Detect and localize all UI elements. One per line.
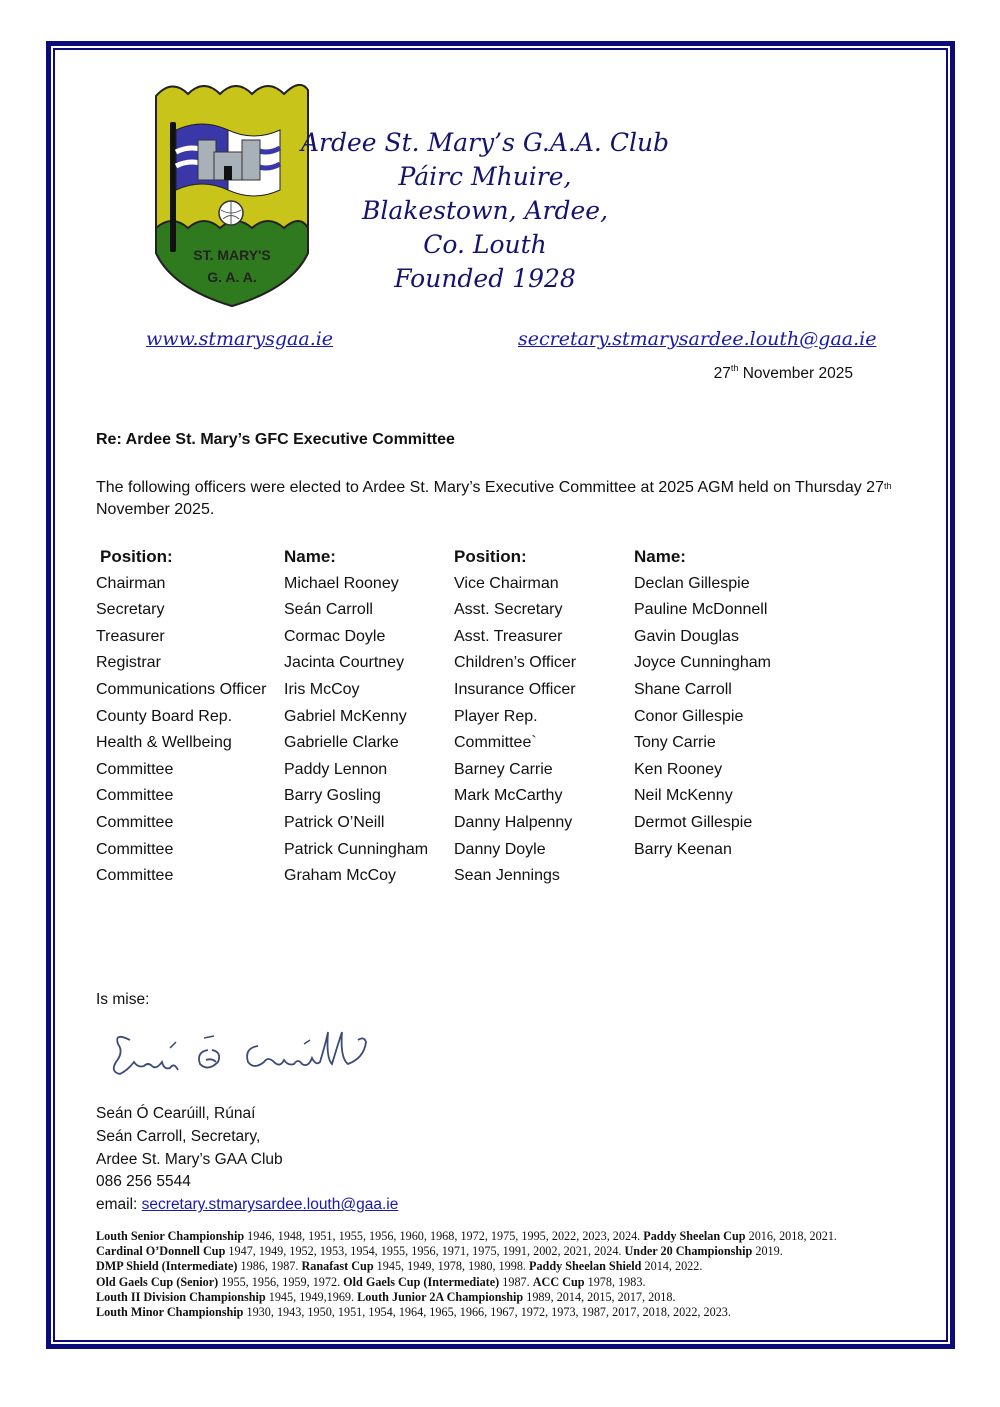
honour-years: 1986, 1987. xyxy=(237,1259,302,1274)
crest-text-top: ST. MARY'S xyxy=(193,247,271,263)
officer-name-left: Gabrielle Clarke xyxy=(284,734,399,752)
officer-position-right: Vice Chairman xyxy=(454,574,559,592)
signature-image xyxy=(108,1022,378,1084)
email-label: email: xyxy=(96,1196,142,1214)
officer-position-right: Insurance Officer xyxy=(454,680,576,698)
honour-title: Old Gaels Cup (Intermediate) xyxy=(343,1274,500,1289)
subject-line: Re: Ardee St. Mary’s GFC Executive Committee xyxy=(96,431,455,448)
header-position-1: Position: xyxy=(100,547,173,566)
officer-name-left: Paddy Lennon xyxy=(284,760,388,778)
honour-years: 1945, 1949, 1978, 1980, 1998. xyxy=(373,1259,530,1274)
honour-title: Louth II Division Championship xyxy=(96,1289,266,1304)
officer-position-right: Asst. Treasurer xyxy=(454,627,563,645)
honour-title: Louth Senior Championship xyxy=(96,1229,245,1243)
email-link[interactable]: secretary.stmarysardee.louth@gaa.ie xyxy=(518,328,877,350)
signatory-irish-name: Seán Ó Cearúill, Rúnaí xyxy=(96,1105,256,1122)
honour-years: 1930, 1943, 1950, 1951, 1954, 1964, 1965, 1966, 1967, 1972, 1973, 1987, 2017, 2018, 2022, 2023. xyxy=(243,1305,731,1320)
officer-position-left: Secretary xyxy=(96,601,165,619)
officer-name-left: Gabriel McKenny xyxy=(284,707,407,725)
officer-position-left: Registrar xyxy=(96,654,161,672)
officer-name-left: Seán Carroll xyxy=(284,601,373,619)
honour-years: 2016, 2018, 2021. xyxy=(745,1229,837,1243)
officer-name-right: Ken Rooney xyxy=(634,760,723,778)
club-name-footer: Ardee St. Mary’s GAA Club xyxy=(96,1150,283,1168)
officer-position-right: Asst. Secretary xyxy=(454,601,563,619)
email-line xyxy=(96,1194,398,1217)
honour-title: Louth Junior 2A Championship xyxy=(357,1289,524,1304)
date-suffix: th xyxy=(730,363,739,373)
signoff-email-link[interactable]: secretary.stmarysardee.louth@gaa.ie xyxy=(141,1196,399,1214)
officer-name-right: Joyce Cunningham xyxy=(634,654,771,672)
date-day: 27 xyxy=(713,365,731,382)
officer-position-right: Danny Doyle xyxy=(454,840,546,858)
honours-line xyxy=(96,1290,837,1305)
officer-position-left: Committee xyxy=(96,787,174,805)
officer-position-right: Children’s Officer xyxy=(454,654,577,672)
date-month-year: November 2025 xyxy=(738,365,853,382)
website-link[interactable]: www.stmarysgaa.ie xyxy=(146,328,334,350)
honour-years: 2014, 2022. xyxy=(641,1259,703,1274)
officer-position-right: Mark McCarthy xyxy=(454,787,563,805)
officer-name-left: Barry Gosling xyxy=(284,787,381,805)
officer-name-left: Cormac Doyle xyxy=(284,627,386,645)
honour-title: Cardinal O’Donnell Cup xyxy=(96,1244,226,1259)
officer-position-left: Committee xyxy=(96,813,174,831)
address-line-1: Páirc Mhuire, xyxy=(398,162,572,191)
officer-position-left: Chairman xyxy=(96,574,166,592)
honours-line xyxy=(96,1275,837,1290)
header-name-1: Name: xyxy=(284,547,336,566)
officer-position-left: Committee xyxy=(96,867,174,885)
officer-position-right: Danny Halpenny xyxy=(454,813,573,831)
honours-line xyxy=(96,1305,837,1320)
honours-line xyxy=(96,1229,837,1244)
sign-off-greeting: Is mise: xyxy=(96,991,150,1008)
honour-title: Old Gaels Cup (Senior) xyxy=(96,1274,219,1289)
honours-line xyxy=(96,1259,837,1274)
officer-position-left: Treasurer xyxy=(96,627,165,645)
honour-years: 1955, 1956, 1959, 1972. xyxy=(218,1274,344,1289)
letter-date xyxy=(714,365,853,383)
officer-name-right: Declan Gillespie xyxy=(634,574,750,592)
officer-name-right: Tony Carrie xyxy=(634,734,716,752)
honour-title: DMP Shield (Intermediate) xyxy=(96,1259,238,1274)
founded-line: Founded 1928 xyxy=(394,264,576,293)
address-line-3: Co. Louth xyxy=(423,230,547,259)
header-name-2: Name: xyxy=(634,547,686,566)
officer-name-left: Iris McCoy xyxy=(284,680,360,698)
intro-suffix: th xyxy=(883,481,892,491)
honour-title: Under 20 Championship xyxy=(624,1244,753,1259)
officer-name-left: Michael Rooney xyxy=(284,574,399,592)
officer-name-right: Shane Carroll xyxy=(634,680,732,698)
honours-line xyxy=(96,1244,837,1259)
club-name: Ardee St. Mary’s G.A.A. Club xyxy=(300,128,670,157)
honour-years: 1947, 1949, 1952, 1953, 1954, 1955, 1956, 1971, 1975, 1991, 2002, 2021, 2024. xyxy=(225,1244,625,1259)
signature-block xyxy=(96,1103,398,1217)
officer-position-left: Committee xyxy=(96,760,174,778)
officer-name-right: Conor Gillespie xyxy=(634,707,744,725)
address-line-2: Blakestown, Ardee, xyxy=(361,196,609,225)
intro-text: The following officers were elected to Ardee St. Mary’s Executive Committee at 2025 AGM held on Thursday 27 xyxy=(96,479,884,496)
phone-number: 086 256 5544 xyxy=(96,1173,191,1191)
intro-paragraph xyxy=(96,477,916,521)
officer-position-right: Committee` xyxy=(454,734,537,752)
officer-position-left: Committee xyxy=(96,840,174,858)
officer-name-right: Barry Keenan xyxy=(634,840,732,858)
officer-name-left: Patrick Cunningham xyxy=(284,840,429,858)
officer-position-right: Player Rep. xyxy=(454,707,538,725)
officer-name-right: Gavin Douglas xyxy=(634,627,739,645)
club-crest-icon xyxy=(152,78,312,308)
intro-text-end: November 2025. xyxy=(96,501,215,518)
honour-title: ACC Cup xyxy=(532,1274,585,1289)
honour-years: 1978, 1983. xyxy=(584,1274,646,1289)
header-position-2: Position: xyxy=(454,547,527,566)
honour-title: Paddy Sheelan Cup xyxy=(643,1229,746,1243)
signatory-name-title: Seán Carroll, Secretary, xyxy=(96,1127,261,1145)
officer-name-left: Jacinta Courtney xyxy=(284,654,405,672)
club-heading xyxy=(300,126,670,296)
officer-position-left: County Board Rep. xyxy=(96,707,233,725)
officer-name-right: Dermot Gillespie xyxy=(634,813,753,831)
honour-years: 2019. xyxy=(752,1244,783,1259)
honour-years: 1946, 1948, 1951, 1955, 1956, 1960, 1968, 1972, 1975, 1995, 2022, 2023, 2024. xyxy=(244,1229,644,1243)
honour-title: Louth Minor Championship xyxy=(96,1305,244,1320)
honour-title: Paddy Sheelan Shield xyxy=(529,1259,642,1274)
honour-years: 1987. xyxy=(499,1274,533,1289)
honour-years: 1989, 2014, 2015, 2017, 2018. xyxy=(523,1289,676,1304)
crest-text-bottom: G. A. A. xyxy=(207,269,257,285)
honour-title: Ranafast Cup xyxy=(301,1259,374,1274)
officer-position-right: Barney Carrie xyxy=(454,760,553,778)
honour-years: 1945, 1949,1969. xyxy=(265,1289,358,1304)
officer-position-left: Communications Officer xyxy=(96,680,267,698)
officer-name-right: Neil McKenny xyxy=(634,787,733,805)
officer-name-left: Patrick O’Neill xyxy=(284,813,385,831)
honours-list xyxy=(96,1229,837,1320)
officer-name-left: Graham McCoy xyxy=(284,867,397,885)
officer-name-right: Pauline McDonnell xyxy=(634,601,768,619)
officer-position-left: Health & Wellbeing xyxy=(96,734,232,752)
officer-position-right: Sean Jennings xyxy=(454,867,560,885)
